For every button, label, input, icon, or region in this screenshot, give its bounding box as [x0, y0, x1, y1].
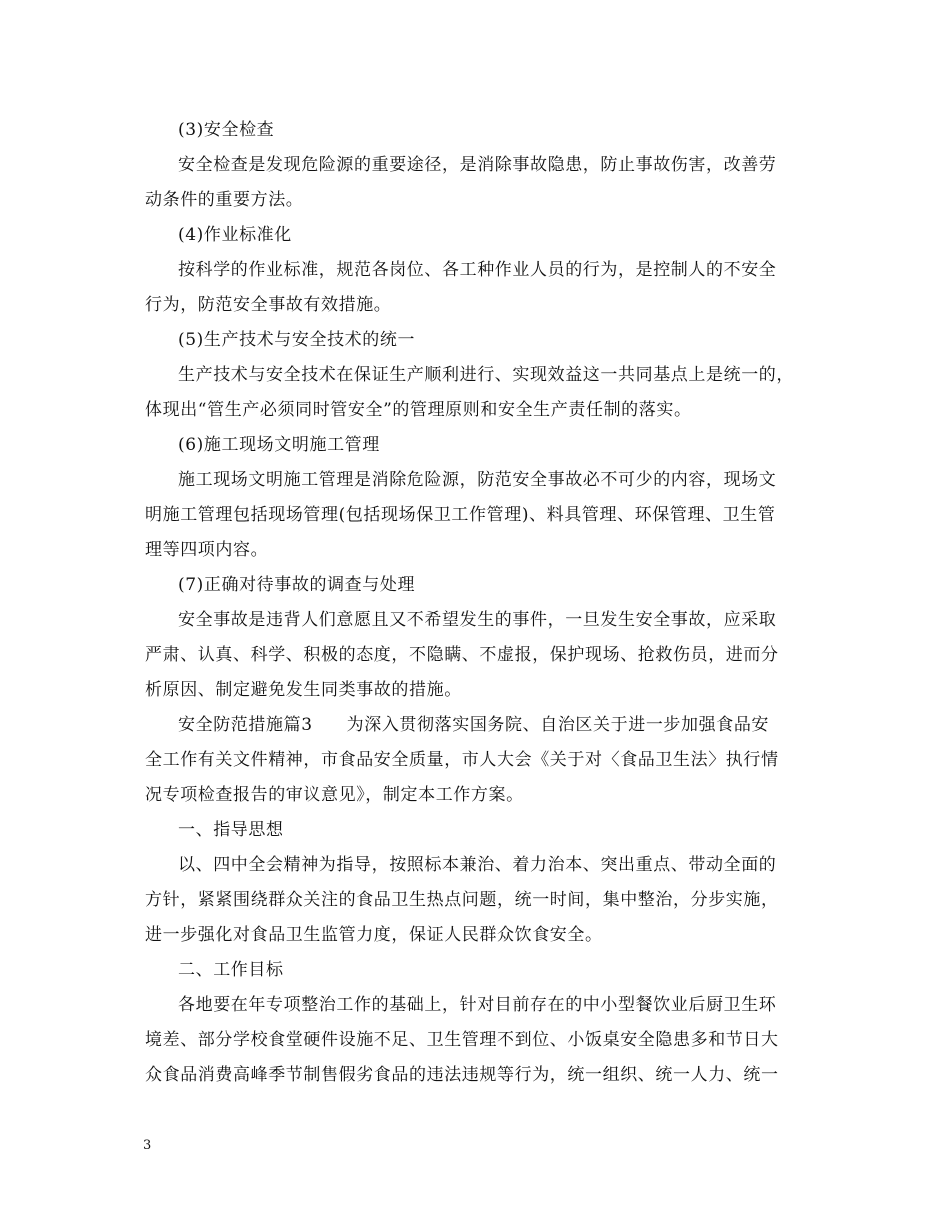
paragraph-line: 生产技术与安全技术在保证生产顺利进行、实现效益这一共同基点上是统一的， [178, 365, 794, 385]
paragraph-line: 全工作有关文件精神，市食品安全质量，市人大会《关于对〈食品卫生法〉执行情 [145, 750, 779, 770]
heading-work-goals: 二、工作目标 [178, 960, 284, 980]
heading-technology-unification: (5)生产技术与安全技术的统一 [178, 330, 416, 350]
heading-guiding-ideology: 一、指导思想 [178, 820, 284, 840]
paragraph-line: 按科学的作业标准，规范各岗位、各工种作业人员的行为，是控制人的不安全 [178, 260, 777, 280]
paragraph-line: 施工现场文明施工管理是消除危险源，防范安全事故必不可少的内容，现场文 [178, 470, 777, 490]
heading-site-management: (6)施工现场文明施工管理 [178, 435, 380, 455]
paragraph-line: 明施工管理包括现场管理(包括现场保卫工作管理)、料具管理、环保管理、卫生管 [145, 505, 776, 525]
paragraph-line: 动条件的重要方法。 [145, 190, 304, 210]
heading-safety-inspection: (3)安全检查 [178, 120, 275, 140]
paragraph-line: 安全检查是发现危险源的重要途径，是消除事故隐患，防止事故伤害，改善劳 [178, 155, 777, 175]
paragraph-line: 严肃、认真、科学、积极的态度，不隐瞒、不虚报，保护现场、抢救伤员，进而分 [145, 645, 779, 665]
paragraph-line: 析原因、制定避免发生同类事故的措施。 [145, 680, 462, 700]
paragraph-line: 理等四项内容。 [145, 540, 269, 560]
paragraph-line: 进一步强化对食品卫生监管力度，保证人民群众饮食安全。 [145, 925, 603, 945]
section-title: 安全防范措施篇3 [178, 715, 313, 735]
heading-accident-investigation: (7)正确对待事故的调查与处理 [178, 575, 416, 595]
paragraph-line: 安全事故是违背人们意愿且又不希望发生的事件，一旦发生安全事故，应采取 [178, 610, 777, 630]
paragraph-line: 以、四中全会精神为指导，按照标本兼治、着力治本、突出重点、带动全面的 [178, 855, 777, 875]
heading-work-standardization: (4)作业标准化 [178, 225, 292, 245]
paragraph-line: 方针，紧紧围绕群众关注的食品卫生热点问题，统一时间，集中整治，分步实施， [145, 890, 779, 910]
paragraph-line: 境差、部分学校食堂硬件设施不足、卫生管理不到位、小饭桌安全隐患多和节日大 [145, 1030, 779, 1050]
paragraph-line: 众食品消费高峰季节制售假劣食品的违法违规等行为，统一组织、统一人力、统一 [145, 1065, 779, 1085]
paragraph-line: 各地要在年专项整治工作的基础上，针对目前存在的中小型餐饮业后厨卫生环 [178, 995, 777, 1015]
paragraph-line: 体现出“管生产必须同时管安全”的管理原则和安全生产责任制的落实。 [145, 400, 692, 420]
paragraph-line: 行为，防范安全事故有效措施。 [145, 295, 392, 315]
paragraph-line: 况专项检查报告的审议意见》，制定本工作方案。 [145, 785, 524, 805]
page-number: 3 [143, 1138, 152, 1153]
paragraph-text: 为深入贯彻落实国务院、自治区关于进一步加强食品安 [346, 715, 770, 735]
paragraph-line [0, 715, 950, 735]
